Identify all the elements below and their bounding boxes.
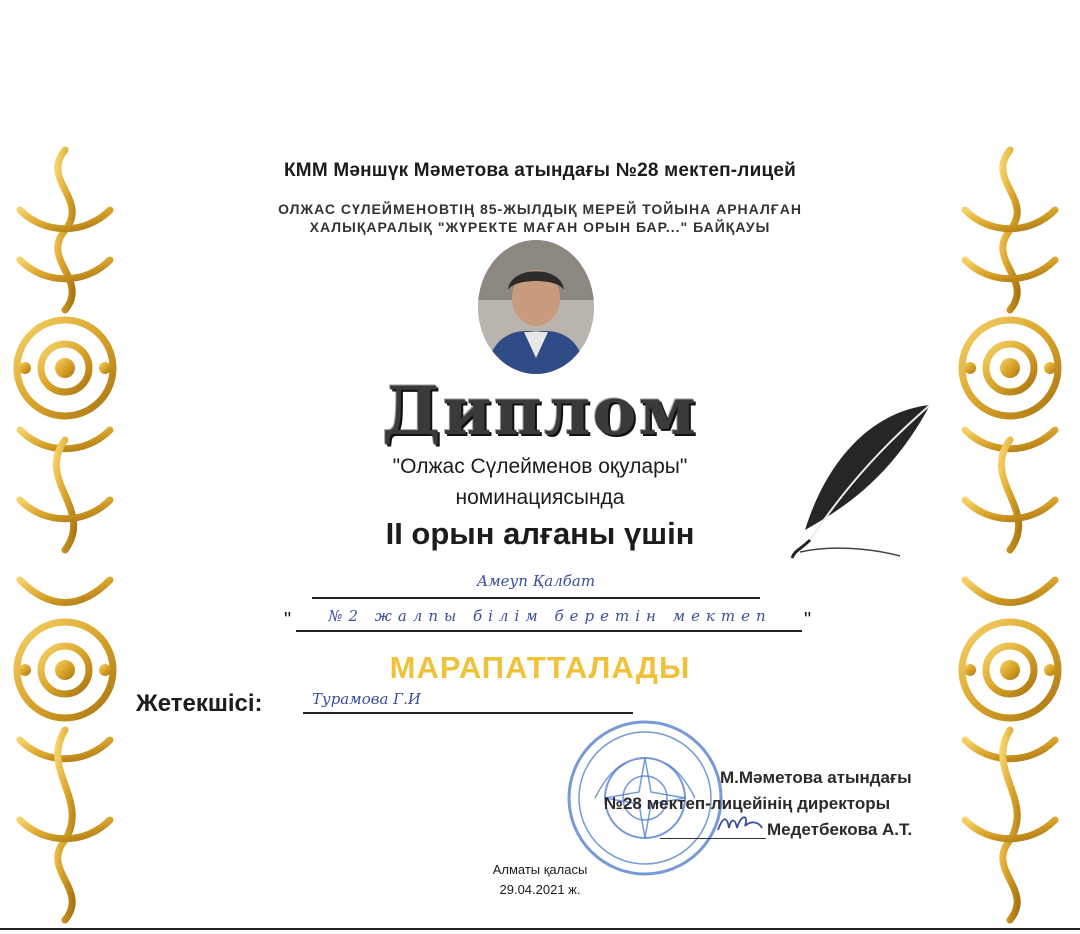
date-text: 29.04.2021 ж. [499,882,581,897]
supervisor-label: Жетекшісі: [136,690,263,717]
nomination-label: номинациясында [455,486,625,509]
nomination-name: "Олжас Сүлейменов оқулары" [392,455,688,478]
director-line1: М.Мәметова атындағы [720,768,912,787]
director-line2: №28 мектеп-лицейінің директоры [604,794,891,813]
top-margin [0,0,1080,138]
award-text: МАРАПАТТАЛАДЫ [389,650,691,685]
quill-feather-icon [790,400,935,560]
contest-subtitle-line2: ХАЛЫҚАРАЛЫҚ "ЖҮРЕКТЕ МАҒАН ОРЫН БАР..." БАЙҚАУЫ [309,219,771,235]
contest-subtitle-line1: ОЛЖАС СҮЛЕЙМЕНОВТІҢ 85-ЖЫЛДЫҚ МЕРЕЙ ТОЙЫНА АРНАЛҒАН [278,201,802,217]
quote-open: " [284,609,292,631]
supervisor-name: Турамова Г.И [312,690,421,708]
bottom-divider [0,928,1080,930]
place-text: II орын алғаны үшін [385,516,695,551]
supervisor-line [303,712,633,714]
diploma-title: Диплом [382,372,698,450]
director-signature [715,808,765,838]
director-name: Медетбекова А.Т. [767,820,913,839]
quote-close: " [804,609,812,631]
portrait-photo [478,240,594,374]
city-text: Алматы қаласы [492,862,588,877]
recipient-school: №2 жалпы білім беретін мектеп [328,607,772,625]
recipient-name: Амеуп Қалбат [476,572,596,590]
recipient-name-line [312,597,760,599]
school-title: КММ Мәншүк Мәметова атындағы №28 мектеп-лицей [284,160,796,181]
director-sign-line [660,838,766,839]
recipient-school-line [296,630,802,632]
